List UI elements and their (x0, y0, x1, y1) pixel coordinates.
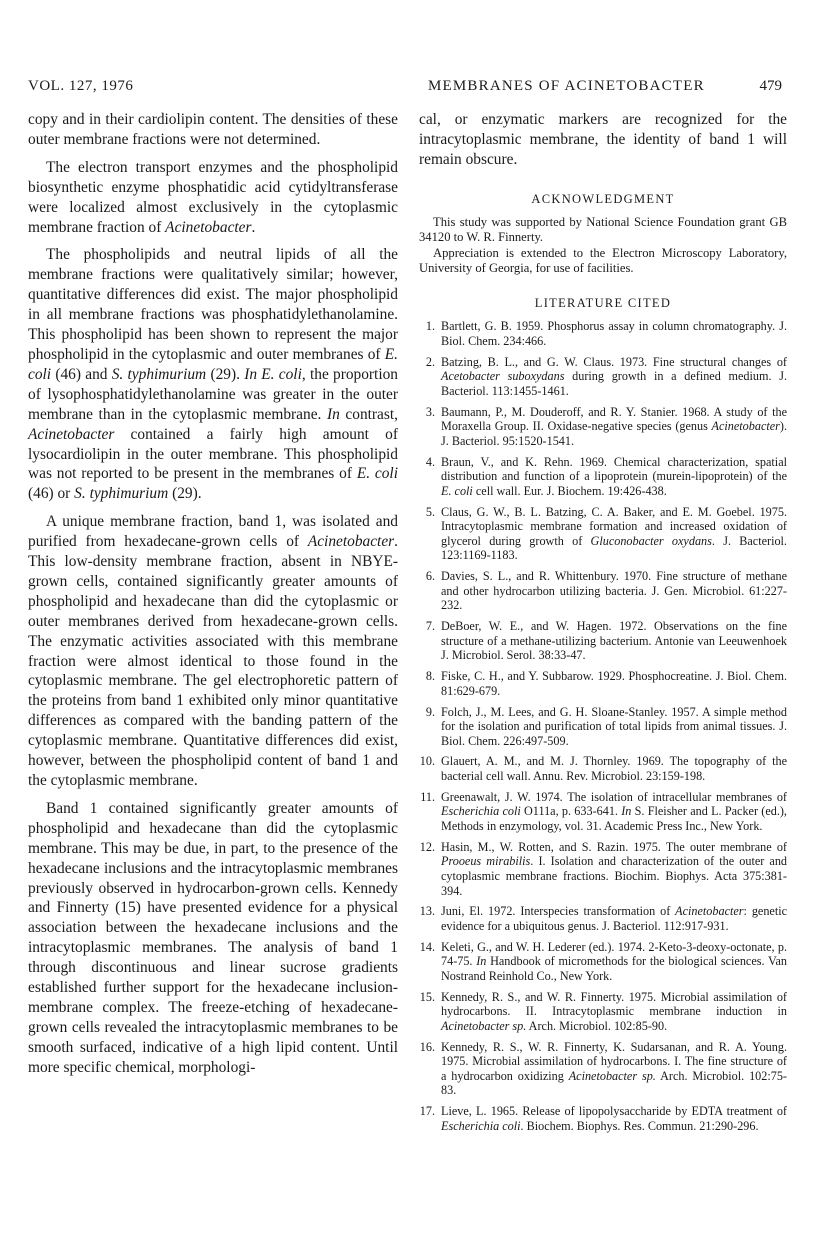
running-title: MEMBRANES OF ACINETOBACTER (428, 78, 705, 94)
reference-item (419, 1104, 787, 1133)
paragraph-band1-lipids: Band 1 contained significantly greater amounts of phospholipid and hexadecane than did the cytoplasmic membrane. This may be due, in part, to the presence of the hexadecane inclusions and the intracytoplasmic membranes previously observed in hydrocarbon-grown cells. Kennedy and Finnerty (15) have presented evidence for a physical association between the hexadecane inclusions and the intracytoplasmic membranes. The analysis of band 1 through discontinuous and linear sucrose gradients established further support for the hexadecane inclusion-membrane complex. The freeze-etching of hexadecane-grown cells revealed the intracytoplasmic membranes to be smooth surfaced, indicative of a high lipid content. Until more specific chemical, morphologi- (28, 799, 398, 1076)
reference-text: Kennedy, R. S., and W. R. Finnerty. 1975. Microbial assimilation of hydrocarbons. II. Intracytoplasmic membrane induction in Acinetobacter sp. Arch. Microbiol. 102:85-90. (441, 989, 787, 1033)
reference-item (419, 355, 787, 399)
reference-text: Braun, V., and K. Rehn. 1969. Chemical characterization, spatial distribution and function of a lipoprotein (murein-lipoprotein) of the E. coli cell wall. Eur. J. Biochem. 19:426-438. (441, 454, 787, 498)
paragraph-phospholipids: The phospholipids and neutral lipids of all the membrane fractions were qualitatively similar; however, quantitative differences did exist. The major phospholipid in all membrane fractions was phosphatidylethanolamine. This phospholipid has been shown to represent the major phospholipid in the cytoplasmic and outer membranes of E. coli (46) and S. typhimurium (29). In E. coli, the proportion of lysophosphatidylethanolamine was greater in the outer membrane than in the cytoplasmic membrane. In contrast, Acinetobacter contained a fairly high amount of lysocardiolipin in the outer membrane. This phospholipid was not reported to be present in the membranes of E. coli (46) or S. typhimurium (29). (28, 246, 399, 503)
reference-number: 2. (425, 354, 435, 369)
reference-number: 13. (419, 904, 435, 919)
reference-item (419, 455, 787, 499)
reference-item (419, 319, 787, 348)
reference-number: 1. (425, 319, 435, 334)
reference-text: Hasin, M., W. Rotten, and S. Razin. 1975. The outer membrane of Prooeus mirabilis. I. Isolation and characterization of the outer and cytoplasmic membrane fractions. Biochim. Biophys. Acta 375:381-394. (441, 839, 788, 898)
reference-text: Greenawalt, J. W. 1974. The isolation of intracellular membranes of Escherichia coli O111a, p. 633-641. In S. Fleisher and L. Packer (ed.), Methods in enzymology, vol. 31. Academic Press Inc., New York. (441, 789, 787, 834)
reference-text: Juni, El. 1972. Interspecies transformation of Acinetobacter: genetic evidence for a ubiquitous genus. J. Bacteriol. 112:917-931. (441, 904, 788, 933)
reference-item (419, 405, 787, 449)
reference-number: 11. (420, 789, 435, 804)
reference-item (419, 840, 787, 898)
paragraph-electron-transport: The electron transport enzymes and the phospholipid biosynthetic enzyme phosphatidic acid cytidyltransferase were localized almost exclusively in the cytoplasmic membrane fraction of Acinetobacter. (28, 158, 398, 236)
reference-item (419, 505, 787, 563)
reference-number: 5. (425, 504, 435, 519)
reference-number: 8. (425, 669, 435, 684)
reference-item (419, 990, 787, 1034)
volume-label: VOL. 127, 1976 (28, 78, 134, 94)
literature-heading: LITERATURE CITED (534, 296, 672, 311)
paragraph-conclusion: cal, or enzymatic markers are recognized for the intracytoplasmic membrane, the identity of band 1 will remain obscure. (419, 111, 787, 168)
reference-text: Glauert, A. M., and M. J. Thornley. 1969. The topography of the bacterial cell wall. Annu. Rev. Microbiol. 23:159-198. (441, 754, 787, 784)
reference-text: Keleti, G., and W. H. Lederer (ed.). 1974. 2-Keto-3-deoxy-octonate, p. 74-75. In Handbook of micromethods for the biological sciences. Van Nostrand Reinhold Co., New York. (441, 939, 787, 983)
reference-text: Claus, G. W., B. L. Batzing, C. A. Baker, and E. M. Goebel. 1975. Intracytoplasmic membrane formation and increased oxidation of glycerol during growth of Gluconobacter oxydans. J. Bacteriol. 123:1169-1183. (441, 504, 787, 563)
reference-number: 3. (425, 404, 435, 419)
reference-text: Fiske, C. H., and Y. Subbarow. 1929. Phosphocreatine. J. Biol. Chem. 81:629-679. (441, 669, 787, 698)
reference-item (419, 619, 787, 663)
reference-text: Lieve, L. 1965. Release of lipopolysaccharide by EDTA treatment of Escherichia coli. Biochem. Biophys. Res. Commun. 21:290-296. (441, 1104, 787, 1133)
right-column (419, 110, 787, 1140)
reference-number: 12. (419, 839, 435, 854)
acknowledgment-facilities: Appreciation is extended to the Electron Microscopy Laboratory, University of Georgia, for use of facilities. (419, 245, 787, 275)
reference-item (419, 754, 787, 783)
reference-item (419, 940, 787, 984)
reference-item (419, 790, 787, 834)
reference-text: Bartlett, G. B. 1959. Phosphorus assay in column chromatography. J. Biol. Chem. 234:466. (441, 319, 787, 348)
reference-number: 14. (419, 939, 435, 954)
reference-text: Folch, J., M. Lees, and G. H. Sloane-Stanley. 1957. A simple method for the isolation and purification of total lipids from animal tissues. J. Biol. Chem. 226:497-509. (441, 704, 787, 748)
reference-number: 15. (419, 989, 435, 1004)
left-column (28, 110, 398, 1078)
reference-text: Kennedy, R. S., W. R. Finnerty, K. Sudarsanan, and R. A. Young. 1975. Microbial assimilation of hydrocarbons. I. The fine structure of a hydrocarbon oxidizing Acinetobacter sp. Arch. Microbiol. 102:75-83. (441, 1039, 787, 1098)
page-number: 479 (759, 78, 782, 94)
reference-number: 17. (419, 1104, 435, 1119)
reference-item (419, 669, 787, 698)
reference-item (419, 705, 787, 749)
reference-item (419, 569, 787, 613)
reference-text: Davies, S. L., and R. Whittenbury. 1970. Fine structure of methane and other hydrocarbon utilizing bacteria. J. Gen. Microbiol. 61:227-232. (441, 569, 787, 613)
reference-text: Batzing, B. L., and G. W. Claus. 1973. Fine structural changes of Acetobacter suboxydans during growth in a defined medium. J. Bacteriol. 113:1455-1461. (441, 354, 788, 398)
reference-item (419, 1040, 787, 1098)
acknowledgment-heading: ACKNOWLEDGMENT (531, 191, 675, 206)
running-header (0, 78, 816, 102)
reference-number: 16. (419, 1039, 435, 1054)
reference-item (419, 904, 787, 933)
reference-number: 4. (425, 454, 435, 469)
acknowledgment-funding: This study was supported by National Science Foundation grant GB 34120 to W. R. Finnerty. (419, 214, 787, 245)
paragraph-band1-fraction: A unique membrane fraction, band 1, was isolated and purified from hexadecane-grown cells of Acinetobacter. This low-density membrane fraction, absent in NBYE-grown cells, contained significantly greater amounts of phospholipid and hexadecane than did the cytoplasmic or outer membranes derived from hexadecane-grown cells. The enzymatic activities associated with this membrane fraction were almost identical to those found in the cytoplasmic membrane. The gel electrophoretic pattern of the proteins from band 1 exhibited only minor quantitative differences as compared with the banding pattern of the cytoplasmic membrane. Quantitative differences did exist, however, between the phospholipid content of band 1 and the cytoplasmic membrane. (28, 513, 398, 789)
paragraph-continued: copy and in their cardiolipin content. The densities of these outer membrane fractions were not determined. (28, 111, 398, 148)
reference-number: 7. (425, 619, 435, 634)
reference-number: 6. (425, 569, 435, 584)
reference-text: DeBoer, W. E., and W. Hagen. 1972. Observations on the fine structure of a methane-utilizing bacterium. Antonie van Leeuwenhoek J. Microbiol. Serol. 38:33-47. (441, 619, 787, 663)
reference-text: Baumann, P., M. Douderoff, and R. Y. Stanier. 1968. A study of the Moraxella Group. II. Oxidase-negative species (genus Acinetobacter). J. Bacteriol. 95:1520-1541. (441, 404, 787, 448)
reference-list (419, 319, 787, 1133)
reference-number: 9. (425, 704, 435, 719)
reference-number: 10. (419, 754, 435, 769)
